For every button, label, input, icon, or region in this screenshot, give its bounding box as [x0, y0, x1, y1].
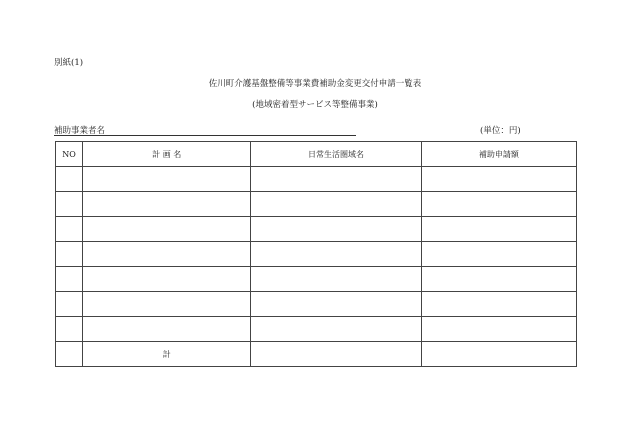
cell-no: [56, 292, 83, 317]
table-row: [56, 192, 577, 217]
unit-label: (単位：円): [480, 126, 521, 136]
cell-amount: [421, 267, 576, 292]
cell-no: [56, 217, 83, 242]
cell-amount: [421, 292, 576, 317]
cell-no: [56, 192, 83, 217]
cell-living-area: [251, 217, 421, 242]
total-cell-living-area: [251, 342, 421, 367]
cell-living-area: [251, 292, 421, 317]
table-row: [56, 217, 577, 242]
table-row: [56, 317, 577, 342]
cell-plan-name: [83, 167, 251, 192]
attachment-label: 別紙(1): [54, 58, 84, 68]
table-row: [56, 267, 577, 292]
document-title: 佐川町介護基盤整備等事業費補助金変更交付申請一覧表: [208, 79, 422, 89]
total-label: 計: [83, 342, 251, 367]
cell-living-area: [251, 192, 421, 217]
total-cell-amount: [421, 342, 576, 367]
cell-amount: [421, 317, 576, 342]
cell-plan-name: [83, 267, 251, 292]
cell-plan-name: [83, 292, 251, 317]
header-living-area: 日常生活圏域名: [251, 142, 421, 167]
header-amount: 補助申請額: [421, 142, 576, 167]
table-total-row: [56, 342, 577, 367]
cell-amount: [421, 192, 576, 217]
cell-living-area: [251, 242, 421, 267]
applicant-name-field: 補助事業者名: [54, 124, 356, 136]
cell-living-area: [251, 317, 421, 342]
cell-amount: [421, 167, 576, 192]
cell-no: [56, 242, 83, 267]
cell-amount: [421, 242, 576, 267]
cell-amount: [421, 217, 576, 242]
header-no: NO: [56, 142, 83, 167]
cell-no: [56, 317, 83, 342]
cell-plan-name: [83, 242, 251, 267]
cell-no: [56, 167, 83, 192]
table-row: [56, 292, 577, 317]
application-table: [55, 141, 577, 367]
table-row: [56, 242, 577, 267]
cell-no: [56, 267, 83, 292]
cell-living-area: [251, 267, 421, 292]
cell-plan-name: [83, 217, 251, 242]
cell-plan-name: [83, 192, 251, 217]
header-plan-name: 計 画 名: [83, 142, 251, 167]
total-cell-no: [56, 342, 83, 367]
document-subtitle: (地域密着型サービス等整備事業): [252, 100, 378, 110]
table-header-row: [56, 142, 577, 167]
cell-plan-name: [83, 317, 251, 342]
table-row: [56, 167, 577, 192]
cell-living-area: [251, 167, 421, 192]
